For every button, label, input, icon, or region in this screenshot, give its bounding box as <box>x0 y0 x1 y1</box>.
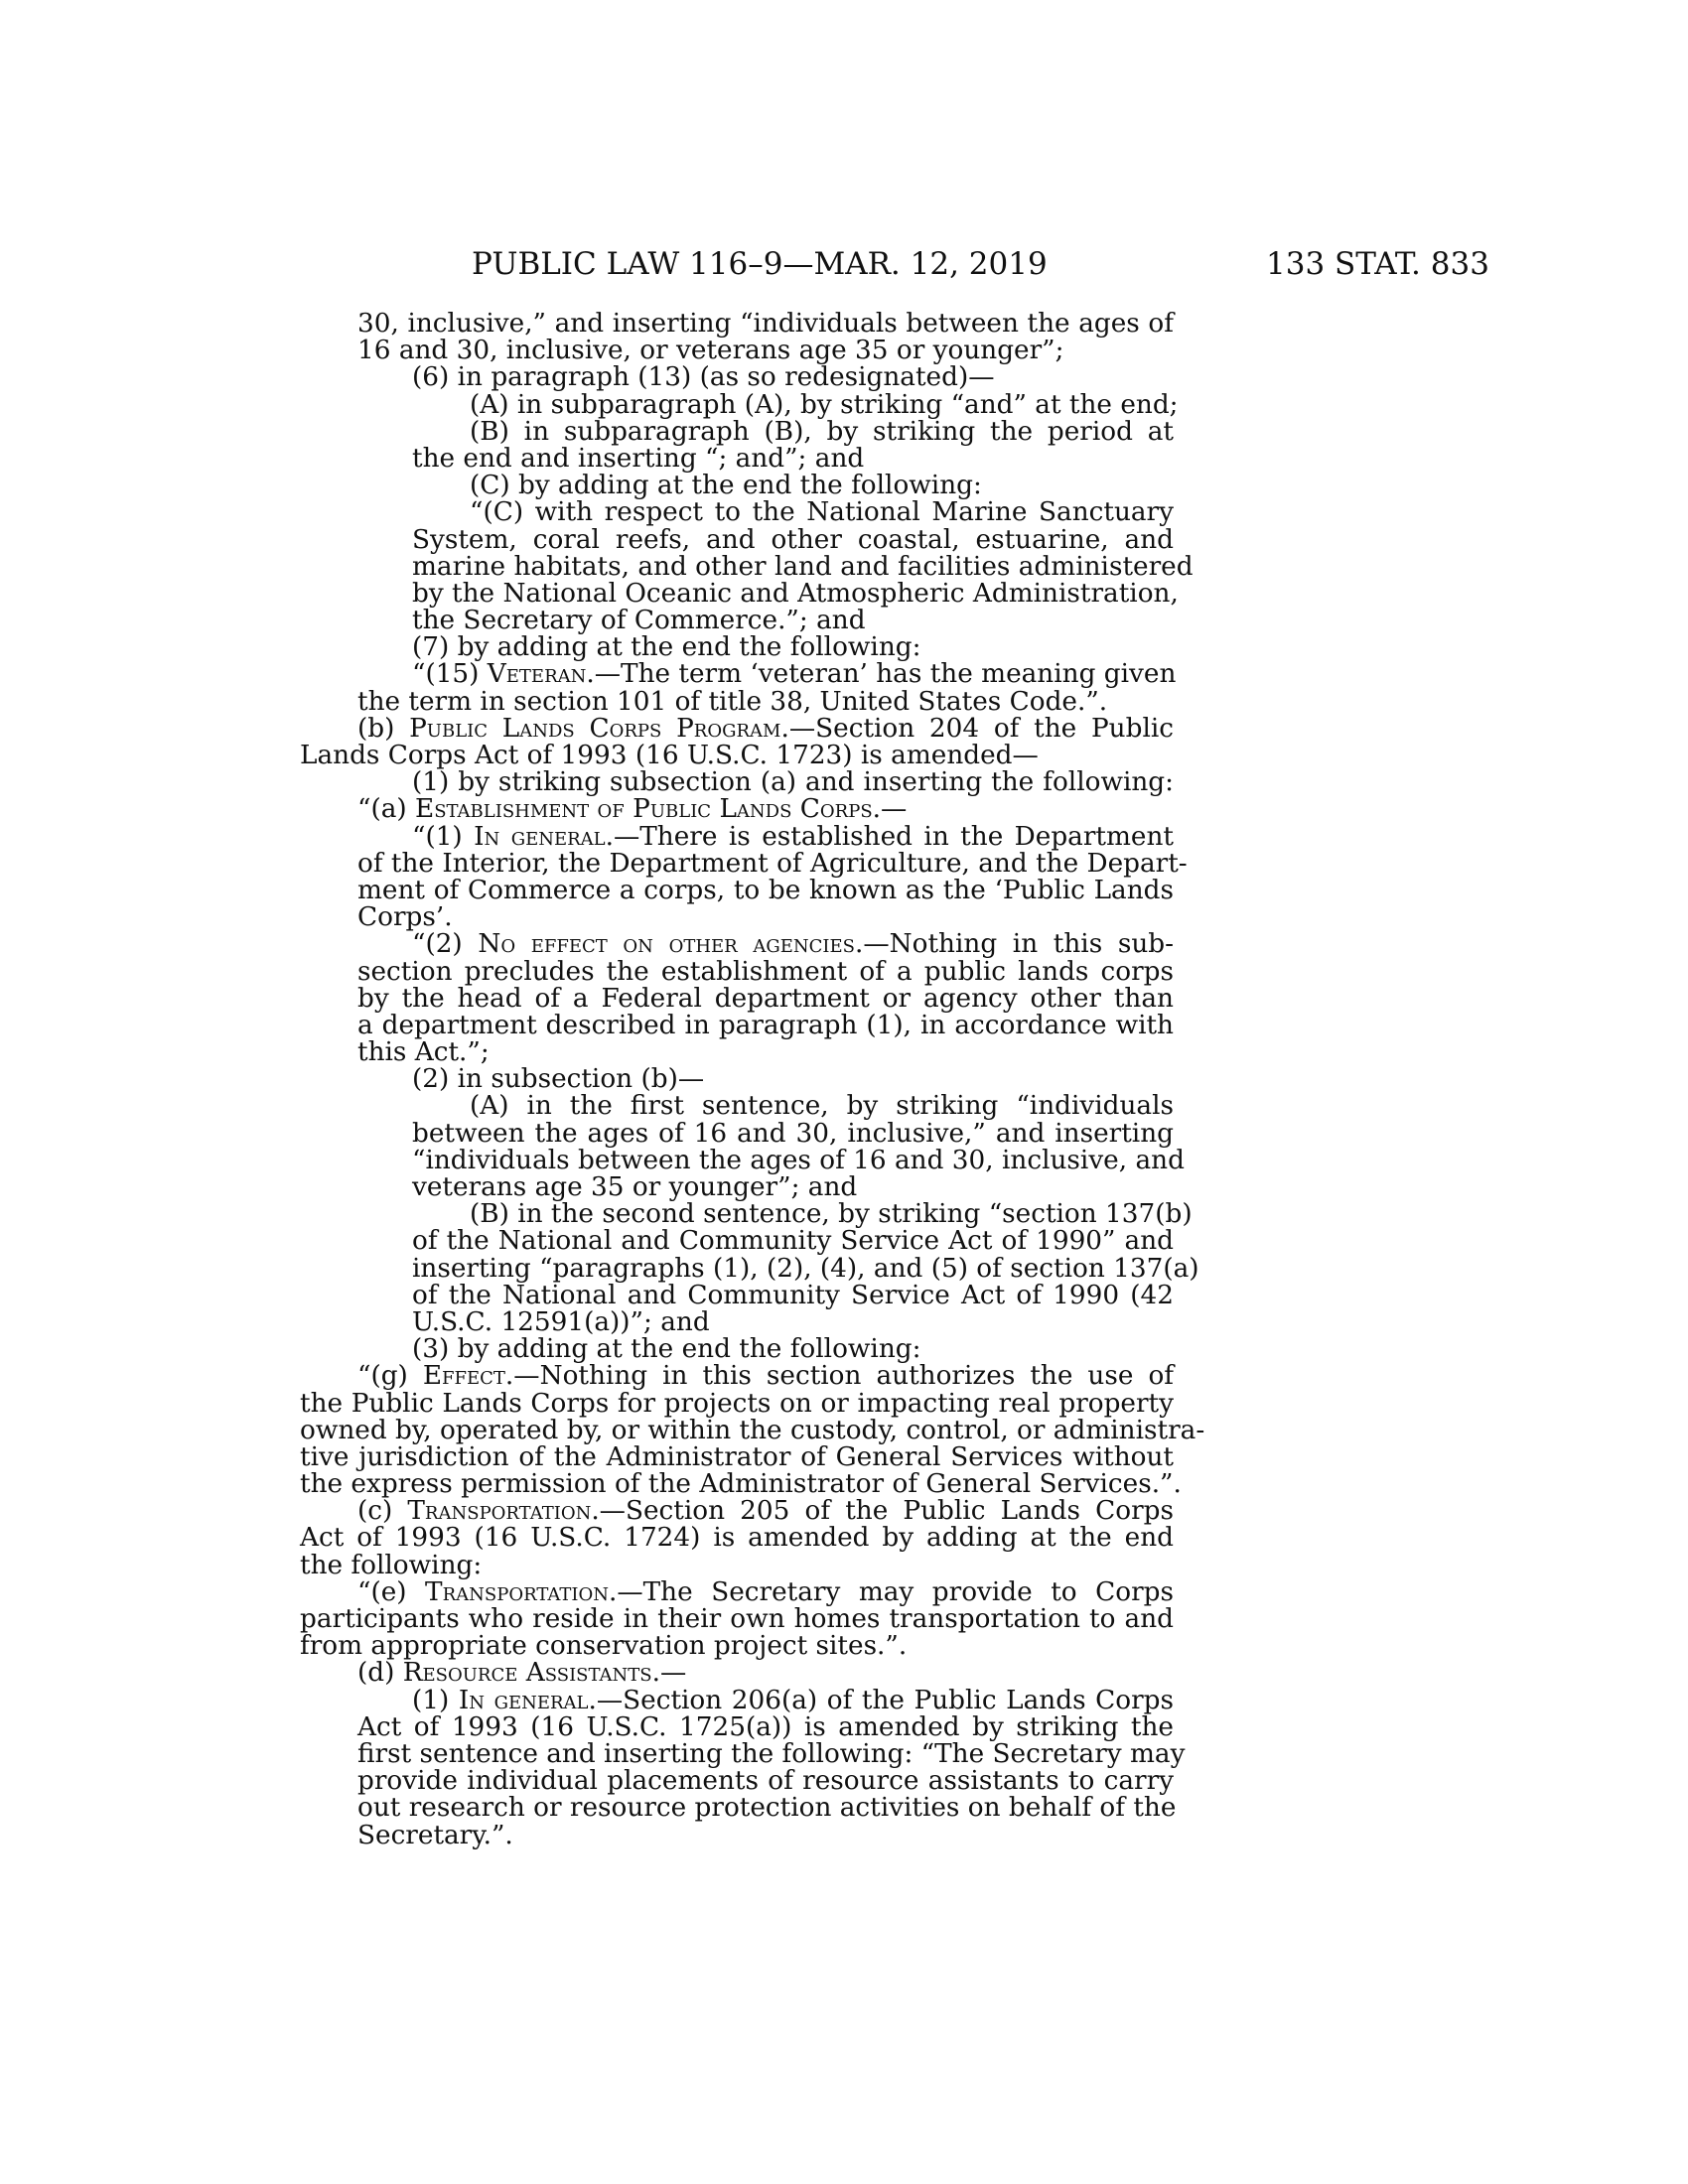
text-line: “(a) Establishment of Public Lands Corps.— <box>357 794 908 825</box>
text-line: of the Interior, the Department of Agriculture, and the Depart- <box>357 848 1188 879</box>
text-line: the term in section 101 of title 38, United States Code.”. <box>357 686 1108 717</box>
small-caps-heading: Effect <box>422 1361 505 1392</box>
text-line: section precludes the establishment of a public lands corps <box>357 956 1174 987</box>
text-line: “(1) In general.—There is established in the Department <box>412 821 1174 852</box>
text-line: “individuals between the ages of 16 and 30, inclusive, and <box>412 1145 1185 1175</box>
text-line: Act of 1993 (16 U.S.C. 1724) is amended by adding at the end <box>300 1523 1174 1554</box>
text-line: participants who reside in their own homes transportation to and <box>300 1604 1174 1634</box>
text-line: “(e) Transportation.—The Secretary may provide to Corps <box>357 1576 1174 1607</box>
text-line: “(2) No effect on other agencies.—Nothing in this sub- <box>412 929 1174 960</box>
text-line: (2) in subsection (b)— <box>412 1064 705 1095</box>
small-caps-heading: Veteran <box>487 659 587 690</box>
small-caps-heading: No effect on other agencies <box>478 929 855 960</box>
text-line: the following: <box>300 1550 483 1580</box>
text-line: from appropriate conservation project sites.”. <box>300 1631 908 1662</box>
text-line: of the National and Community Service Act of 1990” and <box>412 1226 1174 1257</box>
text-line: (6) in paragraph (13) (as so redesignated)— <box>412 362 995 393</box>
small-caps-heading: Resource Assistants <box>402 1658 652 1689</box>
text-line: this Act.”; <box>357 1037 490 1068</box>
text-line: the end and inserting “; and”; and <box>412 443 865 474</box>
text-line: (A) in the first sentence, by striking “individuals <box>470 1091 1174 1122</box>
text-line: inserting “paragraphs (1), (2), (4), and (5) of section 137(a) <box>412 1253 1199 1284</box>
text-line: “(15) Veteran.—The term ‘veteran’ has the meaning given <box>412 659 1177 690</box>
text-line: the express permission of the Administrator of General Services.”. <box>300 1469 1182 1500</box>
document-body <box>300 309 1205 1850</box>
text-line: between the ages of 16 and 30, inclusive,” and inserting <box>412 1118 1174 1149</box>
text-line: U.S.C. 12591(a))”; and <box>412 1306 710 1337</box>
text-line: of the National and Community Service Act of 1990 (42 <box>412 1280 1174 1310</box>
text-line: out research or resource protection activities on behalf of the <box>357 1793 1177 1824</box>
text-line: (B) in subparagraph (B), by striking the period at <box>470 416 1174 447</box>
small-caps-heading: Public Lands Corps Program <box>409 713 781 744</box>
text-line: first sentence and inserting the following: “The Secretary may <box>357 1738 1186 1769</box>
statute-page-number: 133 STAT. 833 <box>1266 246 1489 282</box>
text-line: Secretary.”. <box>357 1820 513 1850</box>
text-line: the Secretary of Commerce.”; and <box>412 606 866 636</box>
small-caps-heading: Establishment of Public Lands Corps <box>415 794 873 825</box>
text-line: by the National Oceanic and Atmospheric Administration, <box>412 578 1179 609</box>
text-line: by the head of a Federal department or agency other than <box>357 983 1174 1014</box>
text-line: “(g) Effect.—Nothing in this section authorizes the use of <box>357 1361 1175 1392</box>
text-line: tive jurisdiction of the Administrator of General Services without <box>300 1441 1174 1472</box>
text-line: the Public Lands Corps for projects on or impacting real property <box>300 1388 1174 1419</box>
text-line: (d) Resource Assistants.— <box>357 1658 687 1689</box>
small-caps-heading: In general <box>458 1685 589 1715</box>
text-line: (7) by adding at the end the following: <box>412 632 921 663</box>
text-line: veterans age 35 or younger”; and <box>412 1172 858 1202</box>
text-line: (B) in the second sentence, by striking “section 137(b) <box>470 1199 1193 1230</box>
text-line: “(C) with respect to the National Marine Sanctuary <box>470 497 1174 528</box>
text-line: (C) by adding at the end the following: <box>470 471 982 501</box>
text-line: 30, inclusive,” and inserting “individuals between the ages of <box>357 309 1174 339</box>
text-line: (1) In general.—Section 206(a) of the Public Lands Corps <box>412 1685 1174 1715</box>
text-line: Corps’. <box>357 902 453 933</box>
text-line: (A) in subparagraph (A), by striking “and” at the end; <box>470 389 1179 420</box>
text-line: 16 and 30, inclusive, or veterans age 35 or younger”; <box>357 336 1064 366</box>
small-caps-heading: In general <box>474 821 606 852</box>
text-line: System, coral reefs, and other coastal, estuarine, and <box>412 524 1174 555</box>
text-line: owned by, operated by, or within the custody, control, or administra- <box>300 1415 1205 1445</box>
small-caps-heading: Transportation <box>425 1576 609 1607</box>
text-line: Act of 1993 (16 U.S.C. 1725(a)) is amended by striking the <box>357 1711 1174 1742</box>
running-header-title: PUBLIC LAW 116–9—MAR. 12, 2019 <box>472 246 1048 282</box>
text-line: provide individual placements of resource assistants to carry <box>357 1766 1174 1797</box>
text-line: (b) Public Lands Corps Program.—Section 204 of the Public <box>357 713 1175 744</box>
text-line: a department described in paragraph (1), in accordance with <box>357 1010 1174 1040</box>
text-line: ment of Commerce a corps, to be known as the ‘Public Lands <box>357 875 1174 905</box>
text-line: marine habitats, and other land and facilities administered <box>412 551 1194 582</box>
text-line: (3) by adding at the end the following: <box>412 1334 921 1365</box>
text-line: Lands Corps Act of 1993 (16 U.S.C. 1723) is amended— <box>300 741 1039 770</box>
small-caps-heading: Transportation <box>407 1496 592 1527</box>
text-line: (1) by striking subsection (a) and inserting the following: <box>412 767 1174 798</box>
text-line: (c) Transportation.—Section 205 of the Public Lands Corps <box>357 1496 1174 1527</box>
